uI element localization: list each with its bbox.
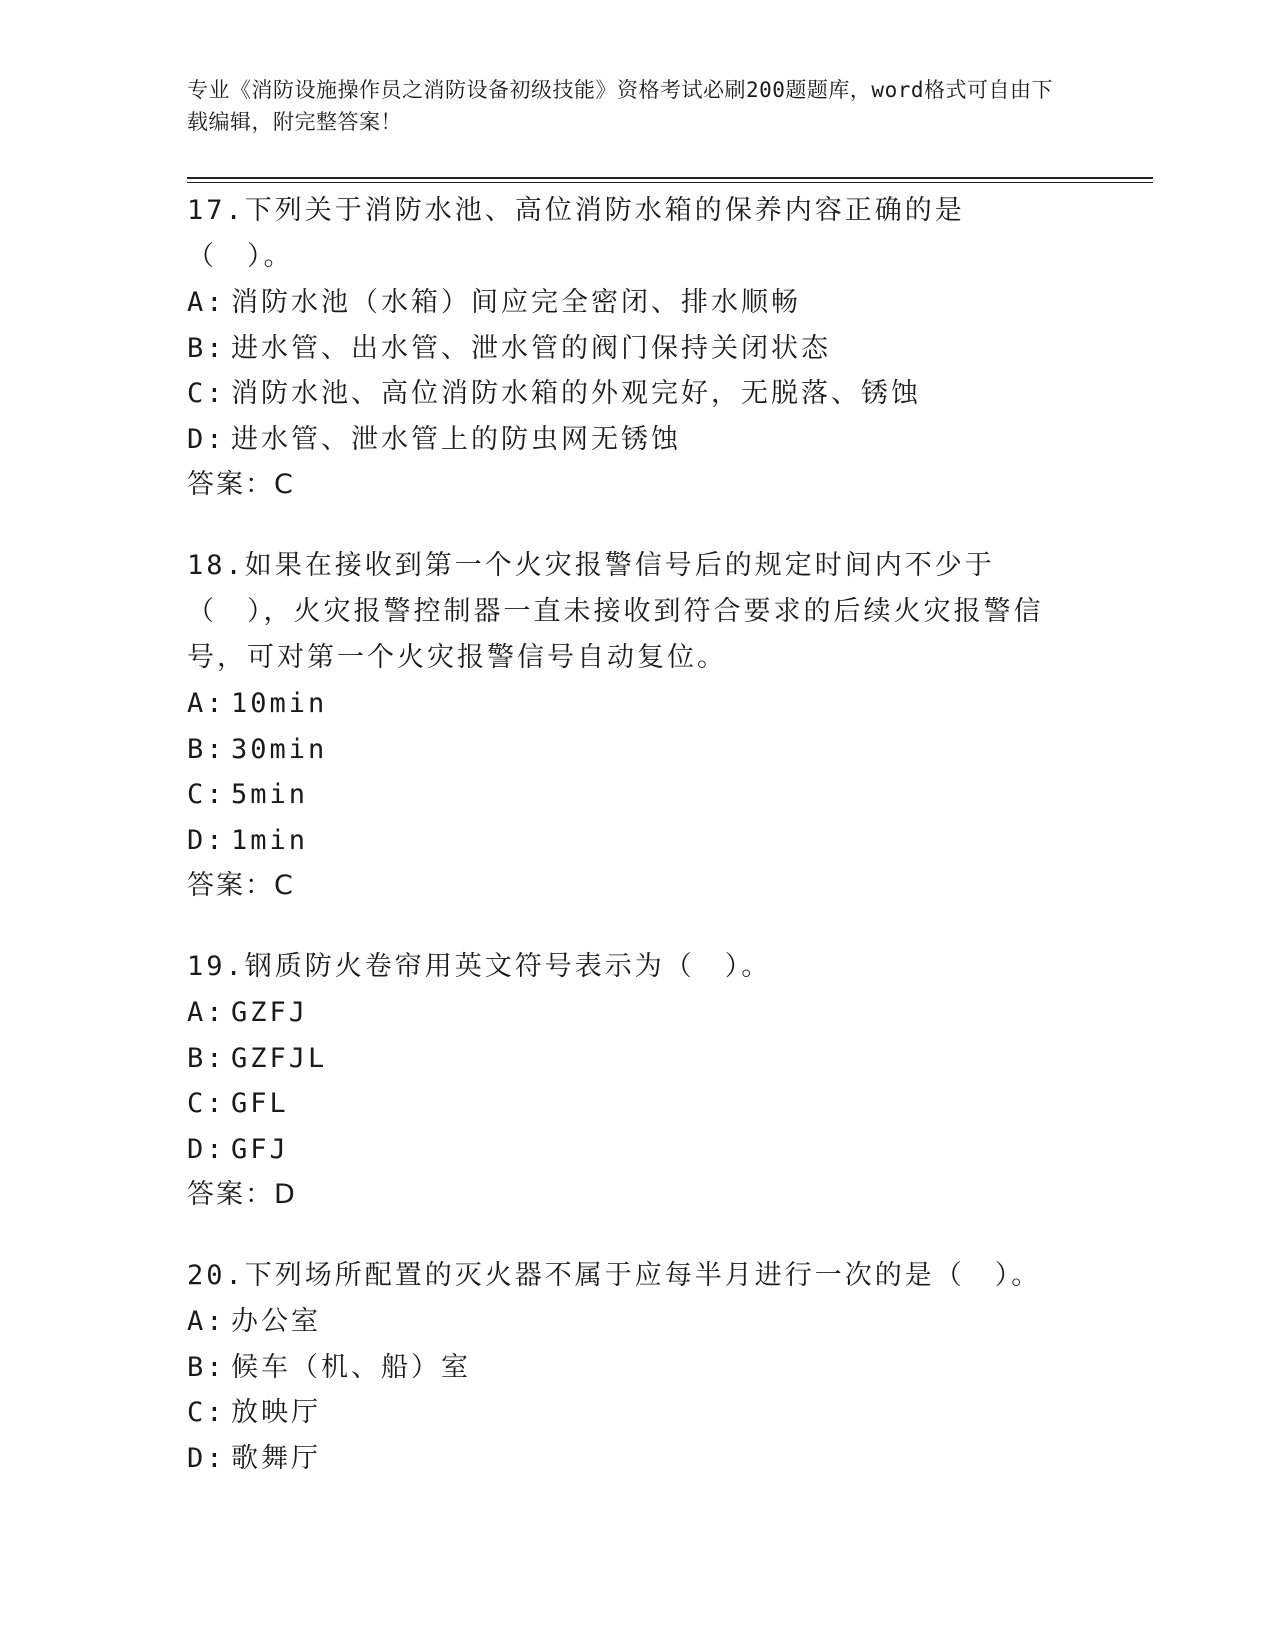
option-text: 进水管、出水管、泄水管的阀门保持关闭状态 [231,332,831,364]
option-text: 办公室 [231,1306,321,1337]
option-text: GFL [231,1088,289,1119]
option-text: 歌舞厅 [231,1442,321,1474]
question-18 [187,543,1067,909]
option-letter: C: [187,779,226,810]
option-letter: A: [187,1306,226,1337]
question-stem: 17.下列关于消防水池、高位消防水箱的保养内容正确的是（ ）。 [187,195,965,272]
option-text: 10min [231,688,328,719]
option-d [187,1436,1067,1482]
option-text: 1min [231,824,309,856]
option-letter: B: [187,1351,226,1383]
answer-line: 答案：D [187,1179,297,1210]
option-letter: C: [187,1088,226,1119]
option-text: GZFJL [231,1042,328,1074]
option-letter: B: [187,733,226,765]
option-letter: D: [187,423,226,455]
option-b [187,727,1067,773]
option-text: 消防水池、高位消防水箱的外观完好，无脱落、锈蚀 [231,378,921,409]
question-19 [187,944,1067,1218]
option-c [187,1390,1067,1436]
answer-line: 答案：C [187,469,295,500]
option-b [187,1036,1067,1082]
option-a [187,280,1067,326]
option-d [187,1127,1067,1173]
header-divider [187,177,1153,179]
option-letter: D: [187,824,226,856]
question-20 [187,1253,1067,1481]
option-text: 5min [231,779,309,810]
option-text: 30min [231,733,328,765]
option-c [187,371,1067,417]
question-stem: 19.钢质防火卷帘用英文符号表示为（ ）。 [187,951,772,982]
option-letter: B: [187,332,226,364]
option-letter: B: [187,1042,226,1074]
option-b [187,1345,1067,1391]
option-a [187,1299,1067,1345]
question-stem: 20.下列场所配置的灭火器不属于应每半月进行一次的是（ ）。 [187,1260,1042,1291]
question-stem: 18.如果在接收到第一个火灾报警信号后的规定时间内不少于（ ），火灾报警控制器一直未接收到符合要求的后续火灾报警信号，可对第一个火灾报警信号自动复位。 [187,550,1044,673]
option-d [187,417,1067,463]
option-d [187,818,1067,864]
option-text: 放映厅 [231,1397,321,1428]
document-header: 专业《消防设施操作员之消防设备初级技能》资格考试必刷200题题库，word格式可自由下载编辑，附完整答案！ [187,78,1053,134]
option-b [187,326,1067,372]
option-letter: A: [187,287,226,318]
option-letter: C: [187,378,226,409]
option-text: 候车（机、船）室 [231,1351,471,1383]
option-letter: A: [187,688,226,719]
option-a [187,681,1067,727]
option-letter: D: [187,1133,226,1165]
option-c [187,1081,1067,1127]
option-text: GZFJ [231,997,309,1028]
option-letter: D: [187,1442,226,1474]
question-list [187,188,1067,1516]
option-c [187,772,1067,818]
option-text: 消防水池（水箱）间应完全密闭、排水顺畅 [231,287,801,318]
option-letter: A: [187,997,226,1028]
header-divider-thin [187,182,1153,183]
option-a [187,990,1067,1036]
question-17 [187,188,1067,508]
option-text: GFJ [231,1133,289,1165]
answer-line: 答案：C [187,870,295,901]
option-letter: C: [187,1397,226,1428]
option-text: 进水管、泄水管上的防虫网无锈蚀 [231,423,681,455]
